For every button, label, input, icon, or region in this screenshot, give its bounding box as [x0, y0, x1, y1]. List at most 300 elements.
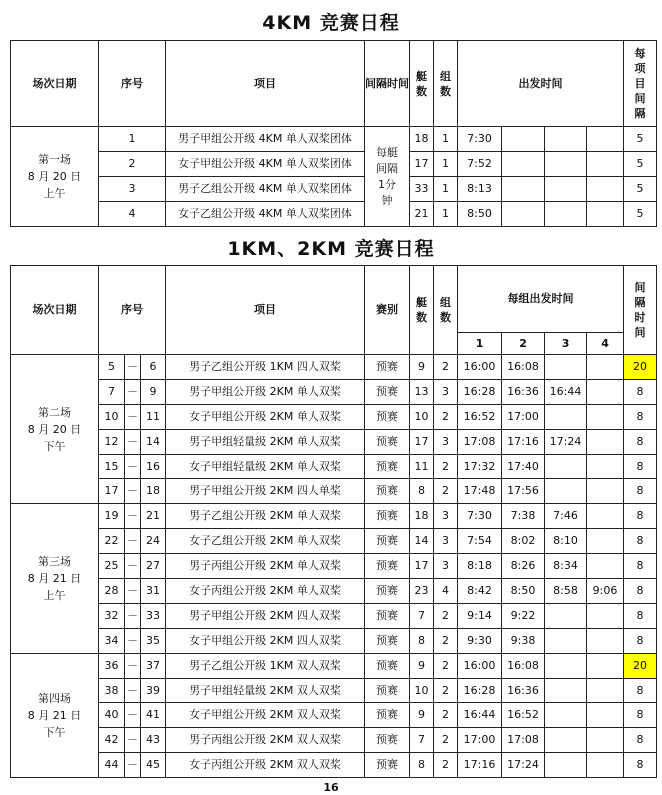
table-row [11, 603, 657, 628]
round-cell: 预赛 [365, 379, 410, 404]
group1-time-cell: 9:30 [458, 628, 502, 653]
item-cell: 男子丙组公开级 2KM 双人双桨 [166, 728, 365, 753]
round-cell: 预赛 [365, 429, 410, 454]
group2-time-cell: 16:08 [502, 653, 545, 678]
group3-time-cell [545, 355, 587, 380]
group2-time-cell: 17:24 [502, 753, 545, 778]
session-line: 第四场 [38, 691, 71, 705]
group4-time-cell [587, 404, 624, 429]
empty-cell [587, 202, 624, 227]
groups-cell: 1 [434, 202, 458, 227]
gap-cell: 8 [624, 703, 657, 728]
boats-cell: 17 [410, 429, 434, 454]
start-time-cell: 8:13 [458, 177, 502, 202]
groups-cell: 3 [434, 554, 458, 579]
session-line: 8 月 20 日 [27, 170, 82, 183]
group2-time-cell: 9:38 [502, 628, 545, 653]
header-date: 场次日期 [11, 266, 99, 355]
group4-time-cell [587, 429, 624, 454]
seq-cell: 4 [99, 202, 166, 227]
group4-time-cell [587, 728, 624, 753]
seq-end-cell: 43 [141, 728, 166, 753]
header-round: 赛别 [365, 266, 410, 355]
header-group-4: 4 [587, 333, 624, 355]
seq-start-cell: 28 [99, 579, 125, 604]
seq-end-cell: 6 [141, 355, 166, 380]
seq-start-cell: 38 [99, 678, 125, 703]
boats-cell: 18 [410, 504, 434, 529]
item-cell: 女子甲组公开级 2KM 双人双桨 [166, 703, 365, 728]
group4-time-cell [587, 628, 624, 653]
group4-time-cell [587, 703, 624, 728]
seq-dash-cell: － [125, 554, 141, 579]
seq-end-cell: 16 [141, 454, 166, 479]
header-group-1: 1 [458, 333, 502, 355]
seq-end-cell: 21 [141, 504, 166, 529]
empty-cell [502, 177, 545, 202]
table-row [11, 529, 657, 554]
item-cell: 女子甲组公开级 2KM 四人双桨 [166, 628, 365, 653]
group2-time-cell: 17:00 [502, 404, 545, 429]
empty-cell [545, 127, 587, 152]
item-cell: 女子丙组公开级 2KM 单人双桨 [166, 579, 365, 604]
group1-time-cell: 16:28 [458, 379, 502, 404]
table-row [11, 678, 657, 703]
groups-cell: 2 [434, 753, 458, 778]
seq-dash-cell: － [125, 728, 141, 753]
group3-time-cell: 8:34 [545, 554, 587, 579]
groups-cell: 2 [434, 678, 458, 703]
group3-time-cell [545, 753, 587, 778]
group1-time-cell: 8:18 [458, 554, 502, 579]
seq-dash-cell: － [125, 479, 141, 504]
seq-end-cell: 9 [141, 379, 166, 404]
session-cell [11, 127, 99, 227]
seq-end-cell: 45 [141, 753, 166, 778]
table-row [11, 554, 657, 579]
item-cell: 男子甲组公开级 4KM 单人双桨团体 [166, 127, 365, 152]
session-line: 第二场 [38, 405, 71, 419]
group3-time-cell: 8:58 [545, 579, 587, 604]
session-cell [11, 504, 99, 653]
table-row [11, 753, 657, 778]
groups-cell: 2 [434, 703, 458, 728]
group3-time-cell [545, 404, 587, 429]
group3-time-cell [545, 628, 587, 653]
gap-cell: 8 [624, 479, 657, 504]
start-time-cell: 7:30 [458, 127, 502, 152]
header-seq: 序号 [99, 266, 166, 355]
item-cell: 女子丙组公开级 2KM 双人双桨 [166, 753, 365, 778]
group2-time-cell: 9:22 [502, 603, 545, 628]
group1-time-cell: 7:30 [458, 504, 502, 529]
groups-cell: 3 [434, 504, 458, 529]
seq-start-cell: 42 [99, 728, 125, 753]
item-cell: 男子乙组公开级 1KM 双人双桨 [166, 653, 365, 678]
gap-cell: 20 [624, 653, 657, 678]
item-cell: 女子乙组公开级 4KM 单人双桨团体 [166, 202, 365, 227]
group1-time-cell: 16:00 [458, 653, 502, 678]
group2-time-cell: 16:36 [502, 379, 545, 404]
header-group-3: 3 [545, 333, 587, 355]
gap-cell: 8 [624, 554, 657, 579]
groups-cell: 2 [434, 603, 458, 628]
session-line: 第三场 [38, 555, 71, 569]
boats-cell: 18 [410, 127, 434, 152]
seq-dash-cell: － [125, 703, 141, 728]
group3-time-cell: 16:44 [545, 379, 587, 404]
table-row [11, 703, 657, 728]
header-groups: 组 数 [434, 41, 458, 127]
group4-time-cell [587, 479, 624, 504]
gap-cell: 8 [624, 429, 657, 454]
seq-end-cell: 33 [141, 603, 166, 628]
table-row [11, 404, 657, 429]
groups-cell: 2 [434, 404, 458, 429]
boats-cell: 8 [410, 479, 434, 504]
seq-dash-cell: － [125, 404, 141, 429]
seq-start-cell: 10 [99, 404, 125, 429]
group3-time-cell: 8:10 [545, 529, 587, 554]
header-item: 项目 [166, 41, 365, 127]
seq-start-cell: 17 [99, 479, 125, 504]
empty-cell [587, 152, 624, 177]
group4-time-cell [587, 653, 624, 678]
boats-cell: 17 [410, 554, 434, 579]
seq-start-cell: 25 [99, 554, 125, 579]
group2-time-cell: 16:52 [502, 703, 545, 728]
item-cell: 男子乙组公开级 1KM 四人双桨 [166, 355, 365, 380]
table-row [11, 628, 657, 653]
seq-cell: 2 [99, 152, 166, 177]
seq-end-cell: 31 [141, 579, 166, 604]
boats-cell: 10 [410, 404, 434, 429]
gap-cell: 8 [624, 753, 657, 778]
table-row [11, 479, 657, 504]
item-cell: 男子甲组公开级 2KM 单人双桨 [166, 379, 365, 404]
round-cell: 预赛 [365, 529, 410, 554]
table-row [11, 504, 657, 529]
header-seq: 序号 [99, 41, 166, 127]
group1-time-cell: 16:44 [458, 703, 502, 728]
round-cell: 预赛 [365, 703, 410, 728]
boats-cell: 17 [410, 152, 434, 177]
gap-cell: 8 [624, 529, 657, 554]
header-date: 场次日期 [11, 41, 99, 127]
item-cell: 男子乙组公开级 2KM 单人双桨 [166, 504, 365, 529]
empty-cell [545, 177, 587, 202]
boats-cell: 33 [410, 177, 434, 202]
empty-cell [545, 202, 587, 227]
groups-cell: 2 [434, 653, 458, 678]
seq-start-cell: 36 [99, 653, 125, 678]
groups-cell: 3 [434, 429, 458, 454]
seq-start-cell: 32 [99, 603, 125, 628]
title-1km-2km: 1KM、2KM 竞赛日程 [227, 238, 435, 260]
session-line: 下午 [43, 439, 66, 453]
gap-cell: 8 [624, 454, 657, 479]
groups-cell: 3 [434, 529, 458, 554]
group4-time-cell [587, 603, 624, 628]
session-line: 上午 [43, 589, 66, 603]
group3-time-cell [545, 678, 587, 703]
session-line: 8 月 21 日 [27, 572, 82, 586]
session-line: 8 月 21 日 [27, 708, 82, 722]
table-row [11, 202, 657, 227]
empty-cell [587, 127, 624, 152]
seq-start-cell: 7 [99, 379, 125, 404]
table-row [11, 653, 657, 678]
gap-cell: 5 [624, 202, 657, 227]
groups-cell: 2 [434, 479, 458, 504]
item-cell: 女子甲组公开级 2KM 单人双桨 [166, 404, 365, 429]
seq-dash-cell: － [125, 603, 141, 628]
header-group-2: 2 [502, 333, 545, 355]
group3-time-cell [545, 454, 587, 479]
interval-note-cell [365, 127, 410, 227]
group1-time-cell: 16:28 [458, 678, 502, 703]
header-item: 项目 [166, 266, 365, 355]
session-line: 下午 [43, 725, 66, 739]
groups-cell: 2 [434, 728, 458, 753]
group3-time-cell [545, 703, 587, 728]
group4-time-cell [587, 753, 624, 778]
seq-dash-cell: － [125, 429, 141, 454]
group2-time-cell: 17:08 [502, 728, 545, 753]
gap-cell: 5 [624, 177, 657, 202]
group2-time-cell: 8:50 [502, 579, 545, 604]
group2-time-cell: 17:16 [502, 429, 545, 454]
group1-time-cell: 7:54 [458, 529, 502, 554]
header-group-interval: 每 项 目 间 隔 [624, 41, 657, 127]
header-groups: 组 数 [434, 266, 458, 355]
seq-dash-cell: － [125, 628, 141, 653]
session-cell [11, 355, 99, 504]
item-cell: 男子甲组公开级 2KM 四人双桨 [166, 603, 365, 628]
gap-cell: 8 [624, 379, 657, 404]
boats-cell: 23 [410, 579, 434, 604]
header-interval: 间隔时间 [365, 41, 410, 127]
group3-time-cell [545, 653, 587, 678]
boats-cell: 9 [410, 653, 434, 678]
seq-dash-cell: － [125, 504, 141, 529]
boats-cell: 11 [410, 454, 434, 479]
round-cell: 预赛 [365, 653, 410, 678]
table-row [11, 177, 657, 202]
boats-cell: 9 [410, 355, 434, 380]
table-row [11, 355, 657, 380]
groups-cell: 3 [434, 379, 458, 404]
group1-time-cell: 8:42 [458, 579, 502, 604]
start-time-cell: 8:50 [458, 202, 502, 227]
table-row [11, 728, 657, 753]
boats-cell: 8 [410, 753, 434, 778]
boats-cell: 7 [410, 728, 434, 753]
gap-cell: 8 [624, 603, 657, 628]
round-cell: 预赛 [365, 603, 410, 628]
group1-time-cell: 17:32 [458, 454, 502, 479]
seq-start-cell: 12 [99, 429, 125, 454]
round-cell: 预赛 [365, 479, 410, 504]
empty-cell [502, 202, 545, 227]
group4-time-cell [587, 678, 624, 703]
boats-cell: 9 [410, 703, 434, 728]
group2-time-cell: 8:26 [502, 554, 545, 579]
gap-cell: 5 [624, 127, 657, 152]
table-row [11, 152, 657, 177]
group1-time-cell: 16:00 [458, 355, 502, 380]
empty-cell [587, 177, 624, 202]
header-interval-time: 间 隔 时 间 [624, 266, 657, 355]
group3-time-cell: 7:46 [545, 504, 587, 529]
seq-cell: 3 [99, 177, 166, 202]
group4-time-cell [587, 554, 624, 579]
gap-cell: 8 [624, 404, 657, 429]
group1-time-cell: 17:00 [458, 728, 502, 753]
groups-cell: 1 [434, 177, 458, 202]
group4-time-cell [587, 454, 624, 479]
seq-dash-cell: － [125, 379, 141, 404]
item-cell: 男子甲组轻量级 2KM 单人双桨 [166, 429, 365, 454]
boats-cell: 13 [410, 379, 434, 404]
boats-cell: 8 [410, 628, 434, 653]
header-boats: 艇 数 [410, 266, 434, 355]
groups-cell: 1 [434, 152, 458, 177]
empty-cell [502, 152, 545, 177]
seq-end-cell: 14 [141, 429, 166, 454]
empty-cell [502, 127, 545, 152]
seq-start-cell: 5 [99, 355, 125, 380]
groups-cell: 1 [434, 127, 458, 152]
groups-cell: 2 [434, 628, 458, 653]
group2-time-cell: 16:08 [502, 355, 545, 380]
group1-time-cell: 17:08 [458, 429, 502, 454]
table-row [11, 379, 657, 404]
round-cell: 预赛 [365, 504, 410, 529]
seq-end-cell: 24 [141, 529, 166, 554]
round-cell: 预赛 [365, 678, 410, 703]
boats-cell: 7 [410, 603, 434, 628]
item-cell: 女子乙组公开级 2KM 单人双桨 [166, 529, 365, 554]
round-cell: 预赛 [365, 404, 410, 429]
group1-time-cell: 17:16 [458, 753, 502, 778]
gap-cell: 8 [624, 628, 657, 653]
group1-time-cell: 17:48 [458, 479, 502, 504]
seq-end-cell: 39 [141, 678, 166, 703]
seq-start-cell: 22 [99, 529, 125, 554]
group2-time-cell: 17:40 [502, 454, 545, 479]
group2-time-cell: 7:38 [502, 504, 545, 529]
group1-time-cell: 16:52 [458, 404, 502, 429]
empty-cell [545, 152, 587, 177]
group3-time-cell: 17:24 [545, 429, 587, 454]
seq-end-cell: 37 [141, 653, 166, 678]
round-cell: 预赛 [365, 728, 410, 753]
gap-cell: 8 [624, 504, 657, 529]
seq-start-cell: 44 [99, 753, 125, 778]
seq-dash-cell: － [125, 653, 141, 678]
boats-cell: 21 [410, 202, 434, 227]
seq-start-cell: 40 [99, 703, 125, 728]
gap-cell: 5 [624, 152, 657, 177]
header-boats: 艇 数 [410, 41, 434, 127]
start-time-cell: 7:52 [458, 152, 502, 177]
group2-time-cell: 17:56 [502, 479, 545, 504]
round-cell: 预赛 [365, 628, 410, 653]
title-4km: 4KM 竞赛日程 [262, 12, 400, 34]
item-cell: 男子甲组轻量级 2KM 双人双桨 [166, 678, 365, 703]
round-cell: 预赛 [365, 753, 410, 778]
boats-cell: 14 [410, 529, 434, 554]
seq-dash-cell: － [125, 355, 141, 380]
schedule-table-1km-2km [10, 265, 657, 778]
gap-cell: 8 [624, 728, 657, 753]
groups-cell: 2 [434, 454, 458, 479]
group4-time-cell [587, 529, 624, 554]
round-cell: 预赛 [365, 579, 410, 604]
round-cell: 预赛 [365, 554, 410, 579]
group4-time-cell [587, 379, 624, 404]
item-cell: 女子甲组公开级 4KM 单人双桨团体 [166, 152, 365, 177]
group4-time-cell [587, 504, 624, 529]
round-cell: 预赛 [365, 454, 410, 479]
item-cell: 男子乙组公开级 4KM 单人双桨团体 [166, 177, 365, 202]
group3-time-cell [545, 728, 587, 753]
gap-cell: 8 [624, 678, 657, 703]
item-cell: 女子甲组轻量级 2KM 单人双桨 [166, 454, 365, 479]
seq-start-cell: 15 [99, 454, 125, 479]
seq-end-cell: 27 [141, 554, 166, 579]
seq-dash-cell: － [125, 529, 141, 554]
schedule-table-4km [10, 40, 657, 227]
group2-time-cell: 8:02 [502, 529, 545, 554]
item-cell: 男子甲组公开级 2KM 四人单桨 [166, 479, 365, 504]
session-cell [11, 653, 99, 777]
seq-dash-cell: － [125, 579, 141, 604]
group4-time-cell [587, 355, 624, 380]
seq-end-cell: 35 [141, 628, 166, 653]
boats-cell: 10 [410, 678, 434, 703]
table-row [11, 579, 657, 604]
header-group-start-time: 每组出发时间 [458, 266, 624, 333]
groups-cell: 2 [434, 355, 458, 380]
item-cell: 男子丙组公开级 2KM 单人双桨 [166, 554, 365, 579]
seq-end-cell: 11 [141, 404, 166, 429]
seq-start-cell: 19 [99, 504, 125, 529]
group3-time-cell [545, 479, 587, 504]
seq-cell: 1 [99, 127, 166, 152]
round-cell: 预赛 [365, 355, 410, 380]
seq-dash-cell: － [125, 454, 141, 479]
seq-start-cell: 34 [99, 628, 125, 653]
seq-end-cell: 41 [141, 703, 166, 728]
groups-cell: 4 [434, 579, 458, 604]
session-line: 8 月 20 日 [27, 422, 82, 436]
gap-cell: 20 [624, 355, 657, 380]
table-row [11, 454, 657, 479]
header-start-time: 出发时间 [458, 41, 624, 127]
session-line: 上午 [43, 187, 66, 200]
group2-time-cell: 16:36 [502, 678, 545, 703]
session-line: 第一场 [38, 153, 71, 166]
seq-dash-cell: － [125, 753, 141, 778]
group4-time-cell: 9:06 [587, 579, 624, 604]
seq-end-cell: 18 [141, 479, 166, 504]
page-number: 16 [323, 781, 339, 794]
table-row [11, 429, 657, 454]
gap-cell: 8 [624, 579, 657, 604]
seq-dash-cell: － [125, 678, 141, 703]
